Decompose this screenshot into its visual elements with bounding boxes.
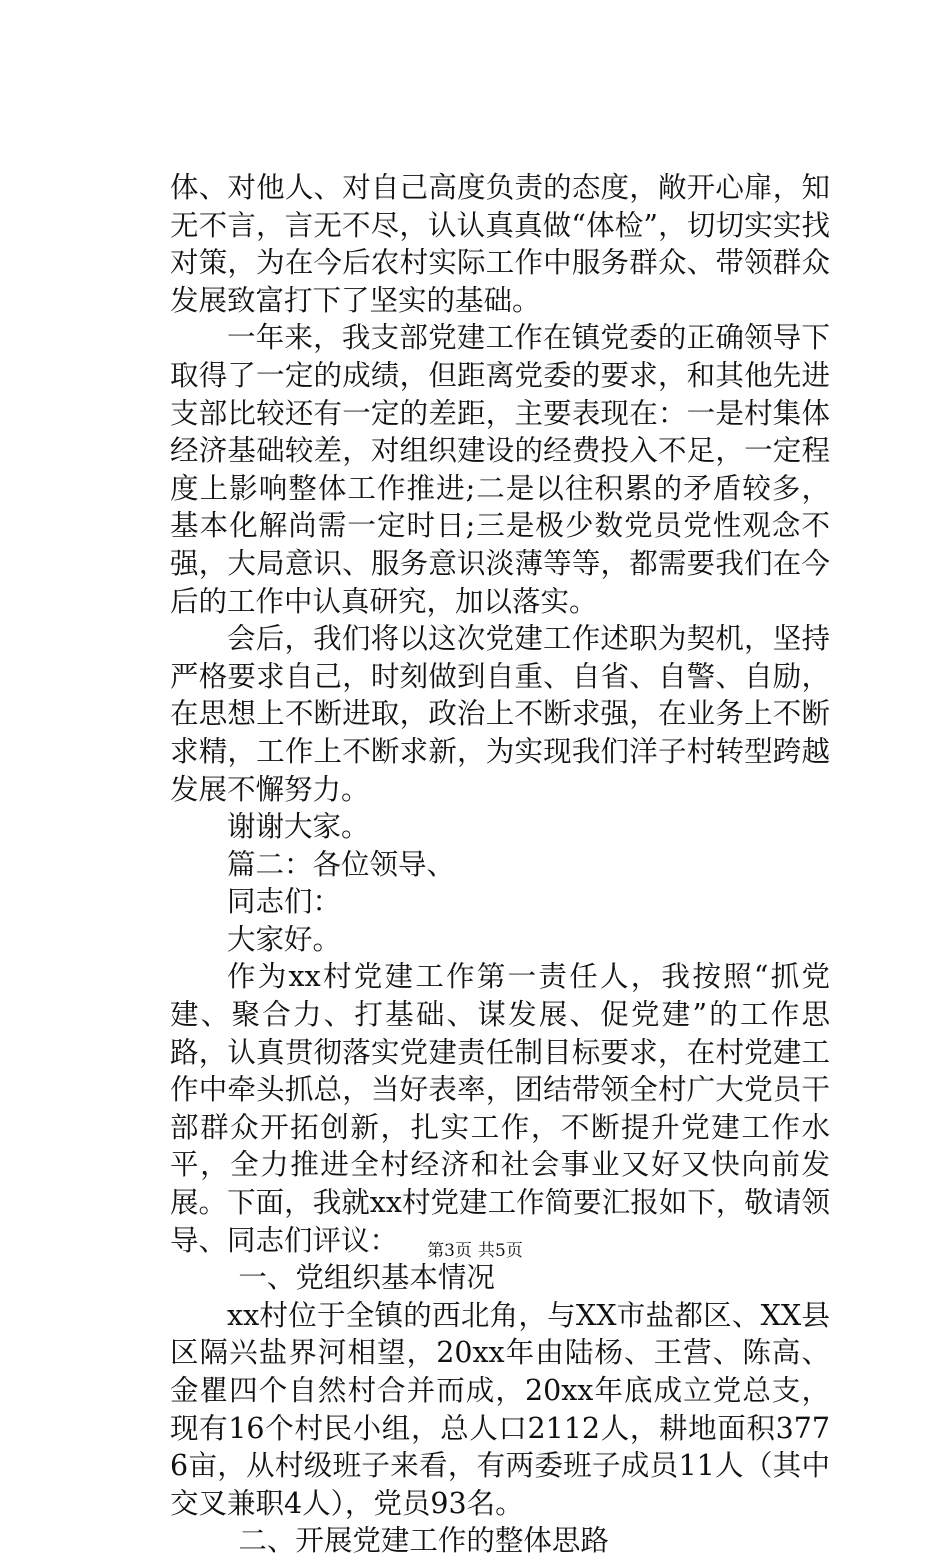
paragraph-shortcomings: 一年来，我支部党建工作在镇党委的正确领导下取得了一定的成绩，但距离党委的要求，和其他先进支部比较还有一定的差距，主要表现在：一是村集体经济基础较差，对组织建设的经费投入不足，一定程度上影响整体工作推进;二是以往积累的矛盾较多，基本化解尚需一定时日;三是极少数党员党性观念不强，大局意识、服务意识淡薄等等，都需要我们在今后的工作中认真研究，加以落实。 [170, 321, 830, 618]
paragraph-village-overview: xx村位于全镇的西北角，与XX市盐都区、XX县区隔兴盐界河相望，20xx年由陆杨、王营、陈高、金瞿四个自然村合并而成，20xx年底成立党总支，现有16个村民小组，总人口2112人，耕地面积3776亩，从村级班子来看，有两委班子成员11人（其中交叉兼职4人），党员93名。 [170, 1298, 830, 1520]
document-body [170, 169, 830, 1560]
heading-overall-approach: 二、开展党建工作的整体思路 [238, 1524, 609, 1558]
page-number: 第3页 [427, 1241, 472, 1261]
paragraph-future-commitment: 会后，我们将以这次党建工作述职为契机，坚持严格要求自己，时刻做到自重、自省、自警、自励，在思想上不断进取，政治上不断求强，在业务上不断求精，工作上不断求新，为实现我们洋子村转型跨越发展不懈努力。 [170, 622, 830, 806]
paragraph-thanks: 谢谢大家。 [227, 810, 370, 844]
page-footer [0, 1240, 950, 1262]
paragraph-introduction: 作为xx村党建工作第一责任人，我按照“抓党建、聚合力、打基础、谋发展、促党建”的工作思路，认真贯彻落实党建责任制目标要求，在村党建工作中牵头抓总，当好表率，团结带领全村广大党员干部群众开拓创新，扎实工作，不断提升党建工作水平，全力推进全村经济和社会事业又好又快向前发展。下面，我就xx村党建工作简要汇报如下，敬请领导、同志们评议： [170, 960, 830, 1257]
paragraph-greeting: 大家好。 [227, 922, 342, 956]
paragraph-continuation: 体、对他人、对自己高度负责的态度，敞开心扉，知无不言，言无不尽，认认真真做“体检”，切切实实找对策，为在今后农村实际工作中服务群众、带领群众发展致富打下了坚实的基础。 [170, 171, 830, 317]
paragraph-section-two-heading: 篇二：各位领导、 [227, 847, 456, 881]
paragraph-salutation-comrades: 同志们： [227, 885, 342, 919]
heading-party-organization-overview: 一、党组织基本情况 [238, 1261, 495, 1295]
page-total: 共5页 [478, 1241, 523, 1261]
